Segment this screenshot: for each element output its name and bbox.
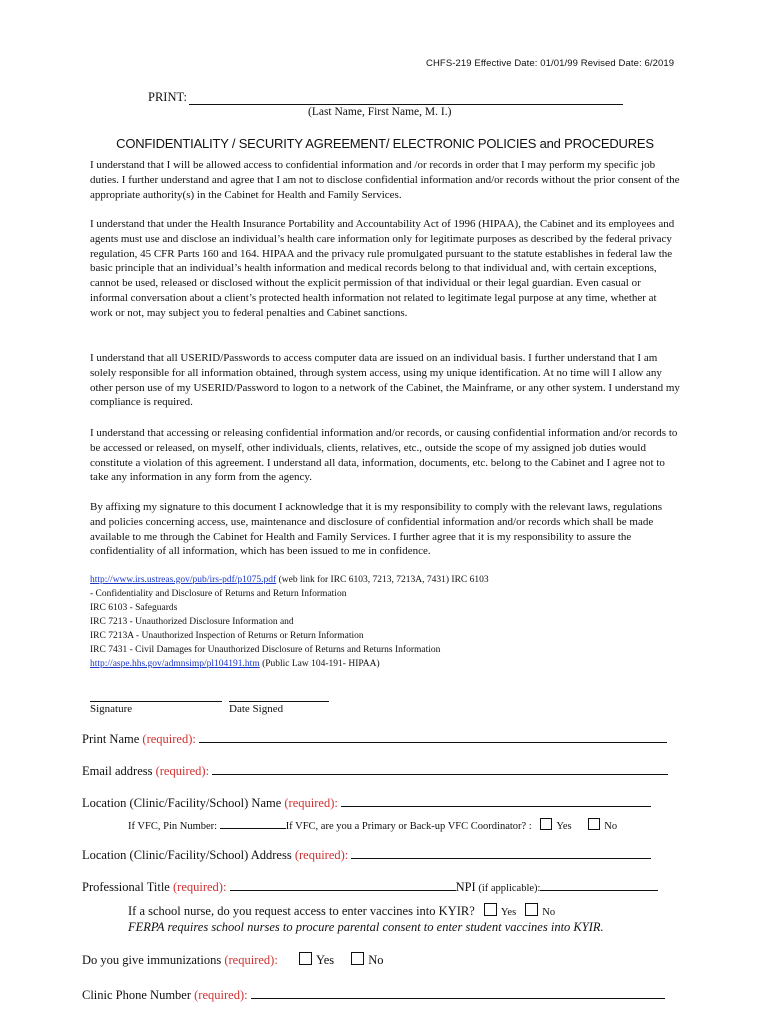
print-name-field: Print Name (required): xyxy=(82,730,667,747)
print-name-input[interactable] xyxy=(199,730,667,743)
vfc-yes-checkbox[interactable] xyxy=(540,818,552,830)
location-address-input[interactable] xyxy=(351,846,651,859)
vfc-row: If VFC, Pin Number: If VFC, are you a Primary or Back-up VFC Coordinator? : Yes No xyxy=(128,818,617,832)
date-signed-line[interactable] xyxy=(229,700,329,702)
school-nurse-no-checkbox[interactable] xyxy=(525,903,538,916)
reference-line: IRC 7431 - Civil Damages for Unauthorized Disclosure of Returns and Returns Information xyxy=(90,645,441,655)
professional-title-field: Professional Title (required): NPI (if applicable): xyxy=(82,878,658,895)
signature-line[interactable] xyxy=(90,700,222,702)
paragraph-hipaa: I understand that under the Health Insurance Portability and Accountability Act of 1996 (HIPAA), the Cabinet and its employees and agents must use and disclose an individual’s health care information only for legitimate purposes as described by the federal privacy regulation, 45 CFR Parts 160 and 164. HIPAA and the privacy rule promulgated pursuant to the statute establishes in federal law the basic principle that an individual’s health information and medical records belong to that individual and, with certain exceptions, cannot be used, released or disclosed without the explicit permission of that individual or their legal guardian. Even casual or informal conversation about a client’s protected health information not related to legitimate legal purpose at any time, whether at work or not, may subject you to federal penalties and Cabinet sanctions. xyxy=(90,218,675,319)
reference-line: IRC 7213 - Unauthorized Disclosure Information and xyxy=(90,617,294,627)
references-block xyxy=(90,573,690,671)
print-name-row xyxy=(148,90,623,105)
paragraph-signature-ack: By affixing my signature to this document I acknowledge that it is my responsibility to comply with the relevant laws, regulations and policies concerning access, use, maintenance and disclosure of confidential information and/or records which shall be made available to me through the Cabinet for Health and Family Services. I further agree that it is my responsibility to assure the confidentiality of all information, which has been issued to me in confidence. xyxy=(90,501,662,558)
hipaa-link[interactable]: http://aspe.hhs.gov/admnsimp/pl104191.htm xyxy=(90,659,260,669)
ferpa-note: FERPA requires school nurses to procure parental consent to enter student vaccines into KYIR. xyxy=(128,920,604,934)
school-nurse-row: If a school nurse, do you request access to enter vaccines into KYIR? Yes No xyxy=(128,904,556,918)
vfc-no-checkbox[interactable] xyxy=(588,818,600,830)
vfc-pin-input[interactable] xyxy=(220,818,286,829)
reference-line: IRC 6103 - Safeguards xyxy=(90,603,178,613)
npi-input[interactable] xyxy=(540,878,658,891)
professional-title-input[interactable] xyxy=(230,878,456,891)
irs-link-note: (web link for IRC 6103, 7213, 7213A, 7431) IRC 6103 xyxy=(276,575,489,585)
email-input[interactable] xyxy=(212,762,668,775)
clinic-phone-input[interactable] xyxy=(251,986,665,999)
date-signed-label: Date Signed xyxy=(229,703,284,715)
form-code: CHFS-219 Effective Date: 01/01/99 Revised Date: 6/2019 xyxy=(426,58,675,69)
irs-link[interactable]: http://www.irs.ustreas.gov/pub/irs-pdf/p1075.pdf xyxy=(90,575,277,585)
location-address-field: Location (Clinic/Facility/School) Address (required): xyxy=(82,846,651,863)
location-name-field: Location (Clinic/Facility/School) Name (required): xyxy=(82,794,651,811)
print-name-hint: (Last Name, First Name, M. I.) xyxy=(308,106,452,118)
reference-line: IRC 7213A - Unauthorized Inspection of Returns or Return Information xyxy=(90,631,364,641)
paragraph-release: I understand that accessing or releasing confidential information and/or records, or causing confidential information and/or records to be accessed or released, on myself, other individuals, clients, relatives, etc., outside the scope of my assigned job duties would constitute a violation of this agreement. I understand all data, information, documents, etc. belong to the Cabinet and I agree not to take any information in any form from the agency. xyxy=(90,427,678,484)
clinic-phone-field: Clinic Phone Number (required): xyxy=(82,986,665,1003)
school-nurse-yes-checkbox[interactable] xyxy=(484,903,497,916)
paragraph-access: I understand that I will be allowed access to confidential information and /or records in order that I may perform my specific job duties. I further understand and agree that I am not to disclose confidential information and/or records without the prior consent of the appropriate authority(s) in the Cabinet for Health and Family Services. xyxy=(90,159,680,201)
immunizations-yes-checkbox[interactable] xyxy=(299,952,312,965)
print-name-line[interactable] xyxy=(189,91,623,105)
location-name-input[interactable] xyxy=(341,794,651,807)
print-label: PRINT: xyxy=(148,90,187,104)
reference-line: - Confidentiality and Disclosure of Returns and Return Information xyxy=(90,589,347,599)
immunizations-field: Do you give immunizations (required): Yes No xyxy=(82,953,384,967)
page-title: CONFIDENTIALITY / SECURITY AGREEMENT/ ELECTRONIC POLICIES and PROCEDURES xyxy=(116,136,654,151)
paragraph-userid: I understand that all USERID/Passwords to access computer data are issued on an individual basis. I further understand that I am solely responsible for all information obtained, through system access, using my unique identification. At no time will I allow any other person use of my USERID/Password to logon to a network of the Cabinet, the Mainframe, or any other system. I understand my compliance is required. xyxy=(90,352,680,409)
email-field: Email address (required): xyxy=(82,762,668,779)
immunizations-no-checkbox[interactable] xyxy=(351,952,364,965)
hipaa-link-note: (Public Law 104-191- HIPAA) xyxy=(259,659,380,669)
signature-label: Signature xyxy=(90,703,133,715)
